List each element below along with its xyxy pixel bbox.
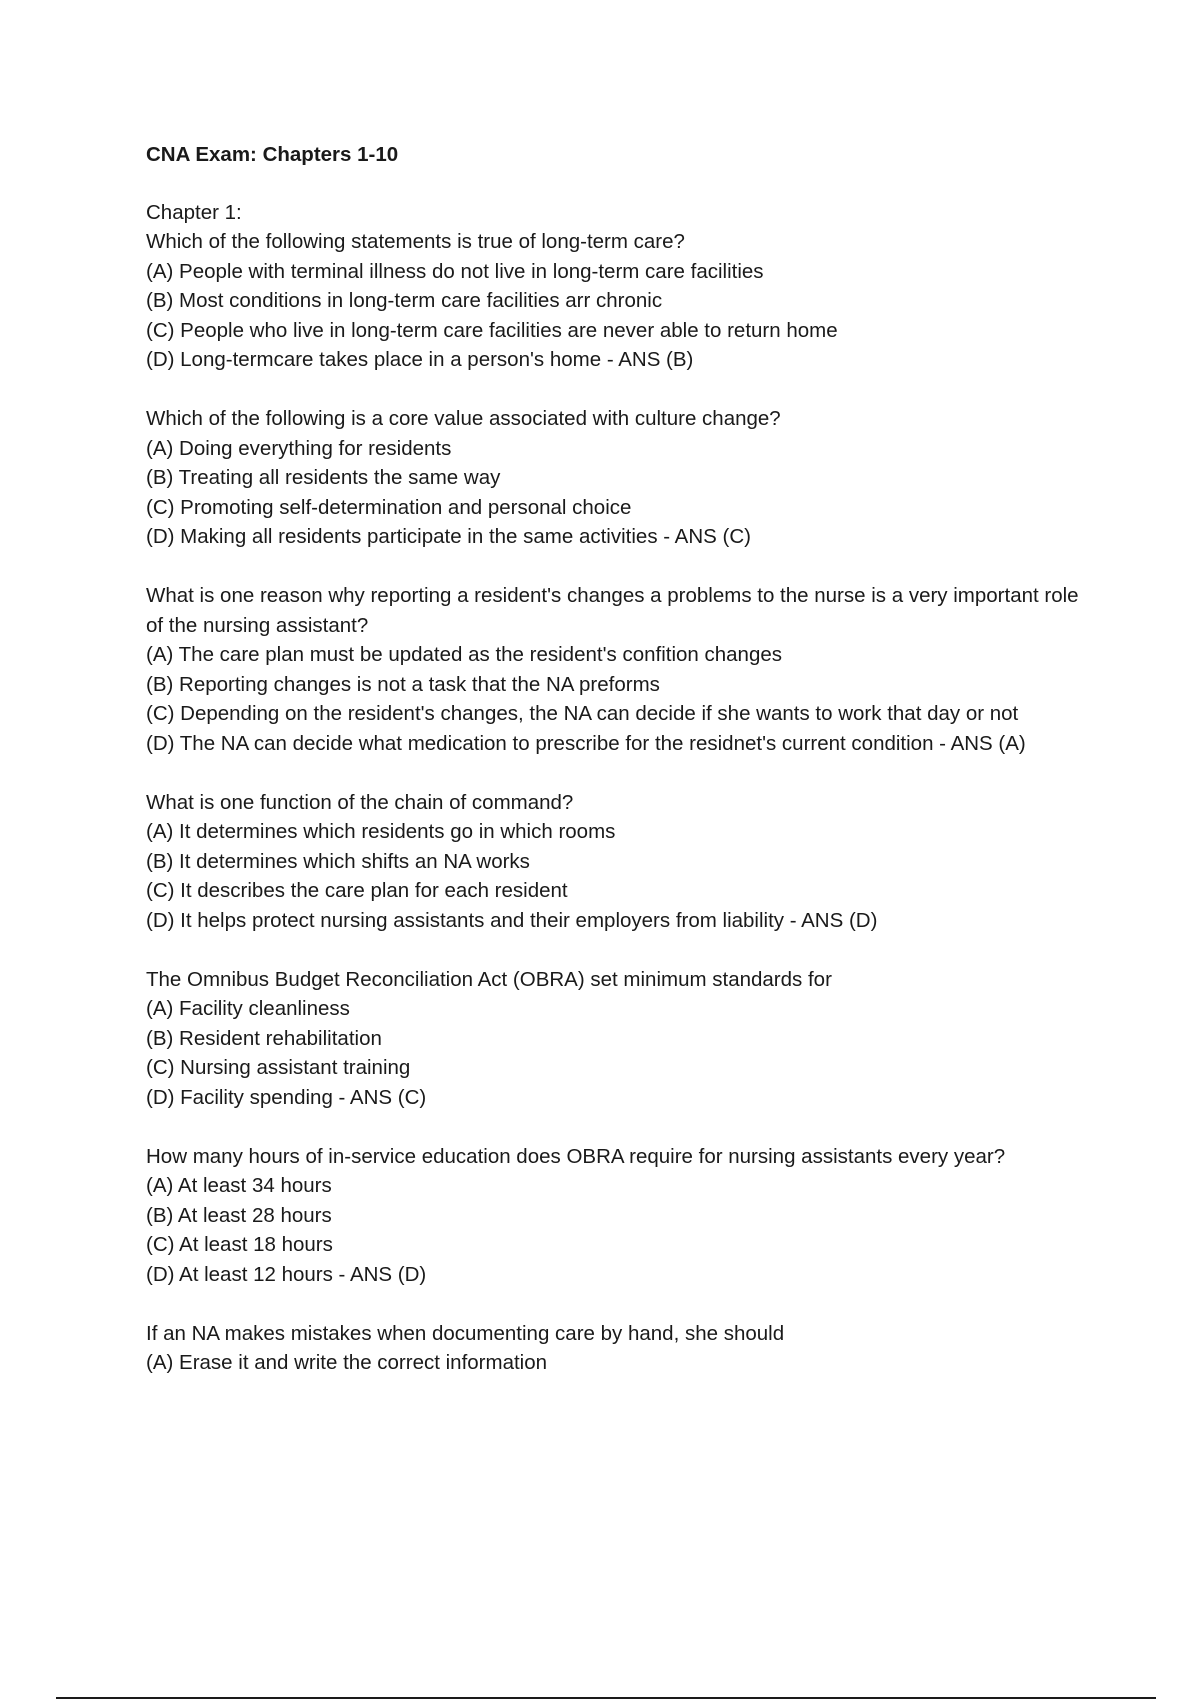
answer-option-c: (C) Nursing assistant training xyxy=(146,1056,411,1079)
answer-option-c: (C) It describes the care plan for each resident xyxy=(146,879,568,902)
answer-option-b: (B) Reporting changes is not a task that the NA preforms xyxy=(146,672,660,696)
question-text: Which of the following is a core value associated with culture change? xyxy=(146,407,781,430)
answer-option-b: (B) Treating all residents the same way xyxy=(146,466,501,489)
answer-option-c: (C) Promoting self-determination and personal choice xyxy=(146,495,632,519)
question-text: If an NA makes mistakes when documenting care by hand, she should xyxy=(146,1321,785,1345)
answer-option-a: (A) At least 34 hours xyxy=(146,1174,332,1197)
answer-option-b: (B) It determines which shifts an NA works xyxy=(146,849,530,873)
answer-option-d: (D) Facility spending - ANS (C) xyxy=(146,1085,427,1109)
answer-option-a: (A) Facility cleanliness xyxy=(146,997,350,1020)
question-block-5 xyxy=(146,965,1086,1113)
question-text: What is one function of the chain of command? xyxy=(146,790,574,814)
answer-option-c: (C) Depending on the resident's changes, the NA can decide if she wants to work that day or not xyxy=(146,702,1019,725)
question-text: Which of the following statements is true of long-term care? xyxy=(146,230,685,253)
answer-option-b: (B) At least 28 hours xyxy=(146,1203,332,1227)
answer-option-d: (D) Making all residents participate in the same activities - ANS (C) xyxy=(146,525,751,548)
answer-option-c: (C) At least 18 hours xyxy=(146,1233,333,1256)
answer-option-a: (A) Erase it and write the correct information xyxy=(146,1351,548,1374)
question-block-4 xyxy=(146,788,1086,936)
question-text: How many hours of in-service education does OBRA require for nursing assistants every year? xyxy=(146,1144,1006,1168)
answer-option-d: (D) At least 12 hours - ANS (D) xyxy=(146,1262,427,1286)
question-block-7 xyxy=(146,1319,1086,1378)
answer-option-a: (A) Doing everything for residents xyxy=(146,436,452,460)
answer-option-c: (C) People who live in long-term care facilities are never able to return home xyxy=(146,318,838,342)
answer-option-a: (A) People with terminal illness do not live in long-term care facilities xyxy=(146,259,764,283)
question-block-6 xyxy=(146,1142,1086,1290)
question-block-3 xyxy=(146,581,1086,758)
chapter-label: Chapter 1: xyxy=(146,200,242,224)
footer-divider xyxy=(56,1697,1156,1699)
document-title: CNA Exam: Chapters 1-10 xyxy=(146,143,399,166)
answer-option-d: (D) The NA can decide what medication to prescribe for the residnet's current condition - ANS (A) xyxy=(146,731,1026,755)
answer-option-a: (A) The care plan must be updated as the resident's confition changes xyxy=(146,643,783,666)
question-text: What is one reason why reporting a resident's changes a problems to the nurse is a very important role of the nursing assistant? xyxy=(146,584,1079,637)
answer-option-a: (A) It determines which residents go in which rooms xyxy=(146,820,616,843)
document-page xyxy=(146,140,1086,1407)
answer-option-b: (B) Most conditions in long-term care facilities arr chronic xyxy=(146,289,663,312)
question-block-2 xyxy=(146,404,1086,552)
answer-option-b: (B) Resident rehabilitation xyxy=(146,1026,382,1050)
question-text: The Omnibus Budget Reconciliation Act (OBRA) set minimum standards for xyxy=(146,967,832,991)
answer-option-d: (D) It helps protect nursing assistants and their employers from liability - ANS (D) xyxy=(146,908,878,932)
question-block-1 xyxy=(146,227,1086,375)
answer-option-d: (D) Long-termcare takes place in a person's home - ANS (B) xyxy=(146,348,694,371)
